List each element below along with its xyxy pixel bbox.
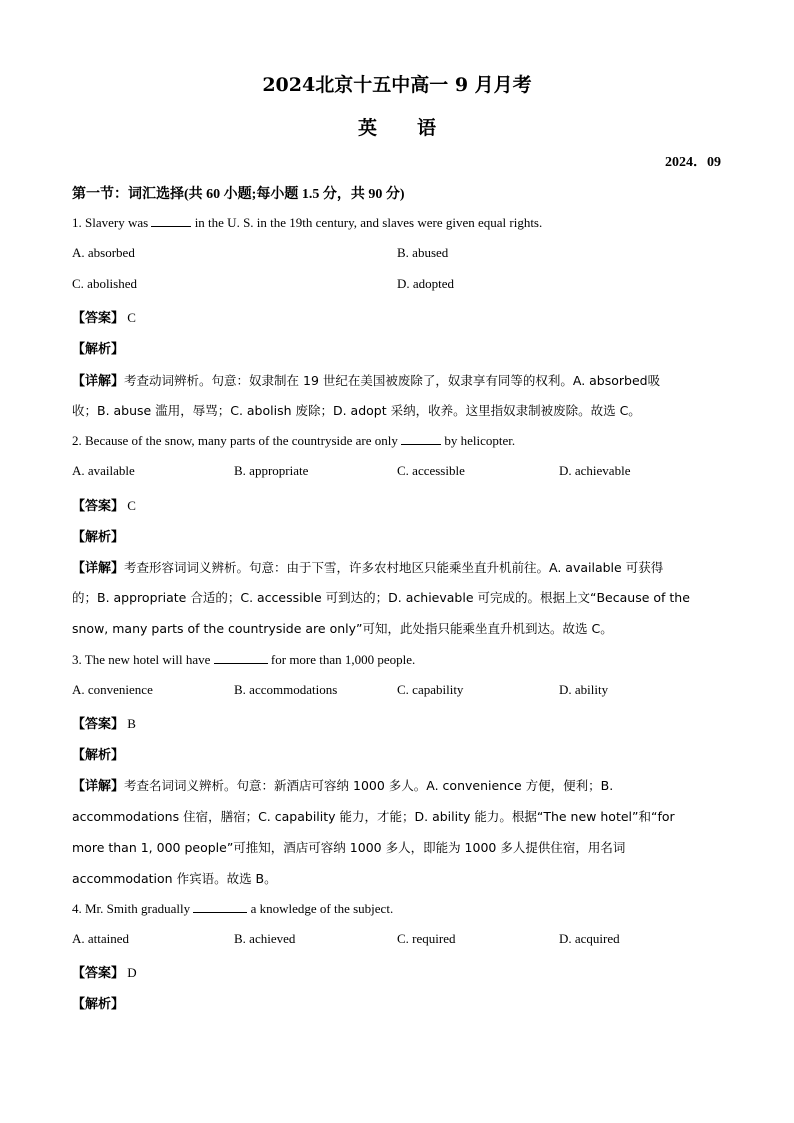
detail-tag: 【详解】 <box>72 561 125 576</box>
answer-blank <box>151 214 191 227</box>
exam-title: 2024北京十五中高一 9 月月考 <box>262 74 532 96</box>
answer-tag: 【答案】 <box>72 717 125 732</box>
detail-line: snow, many parts of the countryside are only”可知，此处指只能乘坐直升机到达。故选 C。 <box>72 621 613 636</box>
option-b: B. accommodations <box>234 682 338 697</box>
option-b: B. abused <box>397 245 449 260</box>
question-stem: 1. Slavery was in the U. S. in the 19th century, and slaves were given equal rights. <box>72 215 543 230</box>
exam-date: 2024．09 <box>665 155 721 170</box>
detail-line: 的；B. appropriate 合适的；C. accessible 可到达的；D. achievable 可完成的。根据上文“Because of the <box>72 590 690 605</box>
option-a: A. absorbed <box>72 245 135 260</box>
detail-line: accommodation 作宾语。故选 B。 <box>72 871 277 886</box>
detail-line: accommodations 住宿，膳宿；C. capability 能力，才能；D. ability 能力。根据“The new hotel”和“for <box>72 809 675 824</box>
answer-tag: 【答案】 <box>72 966 125 981</box>
answer-tag: 【答案】 <box>72 311 125 326</box>
option-d: D. acquired <box>559 931 620 946</box>
detail-line: more than 1, 000 people”可推知，酒店可容纳 1000 多人，即能为 1000 多人提供住宿，用名词 <box>72 840 626 855</box>
answer-value: C <box>127 310 136 325</box>
answer-value: C <box>127 498 136 513</box>
option-c: C. abolished <box>72 276 137 291</box>
analysis-tag: 【解析】 <box>72 342 125 357</box>
answer-blank <box>193 900 247 913</box>
analysis-tag: 【解析】 <box>72 530 125 545</box>
option-d: D. adopted <box>397 276 455 291</box>
option-d: D. ability <box>559 682 609 697</box>
answer-blank <box>401 432 441 445</box>
option-a: A. available <box>72 463 135 478</box>
question-stem: 4. Mr. Smith gradually a knowledge of the subject. <box>72 901 394 916</box>
option-c: C. accessible <box>397 463 465 478</box>
detail-line: 【详解】考查形容词词义辨析。句意：由于下雪，许多农村地区只能乘坐直升机前往。A. available 可获得 <box>72 560 664 576</box>
option-a: A. convenience <box>72 682 153 697</box>
subject-title: 英语 <box>357 117 476 139</box>
detail-line: 【详解】考查动词辨析。句意：奴隶制在 19 世纪在美国被废除了，奴隶享有同等的权利。A. absorbed吸 <box>72 373 661 389</box>
analysis-tag: 【解析】 <box>72 748 125 763</box>
option-c: C. required <box>397 931 456 946</box>
detail-line: 收；B. abuse 滥用，辱骂；C. abolish 废除；D. adopt 采纳，收养。这里指奴隶制被废除。故选 C。 <box>72 403 641 418</box>
detail-tag: 【详解】 <box>72 374 125 389</box>
option-a: A. attained <box>72 931 130 946</box>
option-c: C. capability <box>397 682 464 697</box>
answer-blank <box>214 651 268 664</box>
detail-tag: 【详解】 <box>72 779 125 794</box>
answer-value: B <box>127 716 136 731</box>
question-stem: 3. The new hotel will have for more than 1,000 people. <box>72 652 416 667</box>
answer-line <box>72 962 137 981</box>
answer-line <box>72 713 136 732</box>
option-b: B. appropriate <box>234 463 309 478</box>
question-stem: 2. Because of the snow, many parts of the countryside are only by helicopter. <box>72 433 516 448</box>
detail-line: 【详解】考查名词词义辨析。句意：新酒店可容纳 1000 多人。A. convenience 方便，便利；B. <box>72 778 614 794</box>
section-title: 第一节：词汇选择(共 60 小题;每小题 1.5 分，共 90 分) <box>72 187 405 202</box>
answer-value: D <box>127 965 137 980</box>
answer-tag: 【答案】 <box>72 499 125 514</box>
answer-line <box>72 495 136 514</box>
analysis-tag: 【解析】 <box>72 997 125 1012</box>
option-d: D. achievable <box>559 463 631 478</box>
answer-line <box>72 307 136 326</box>
option-b: B. achieved <box>234 931 296 946</box>
